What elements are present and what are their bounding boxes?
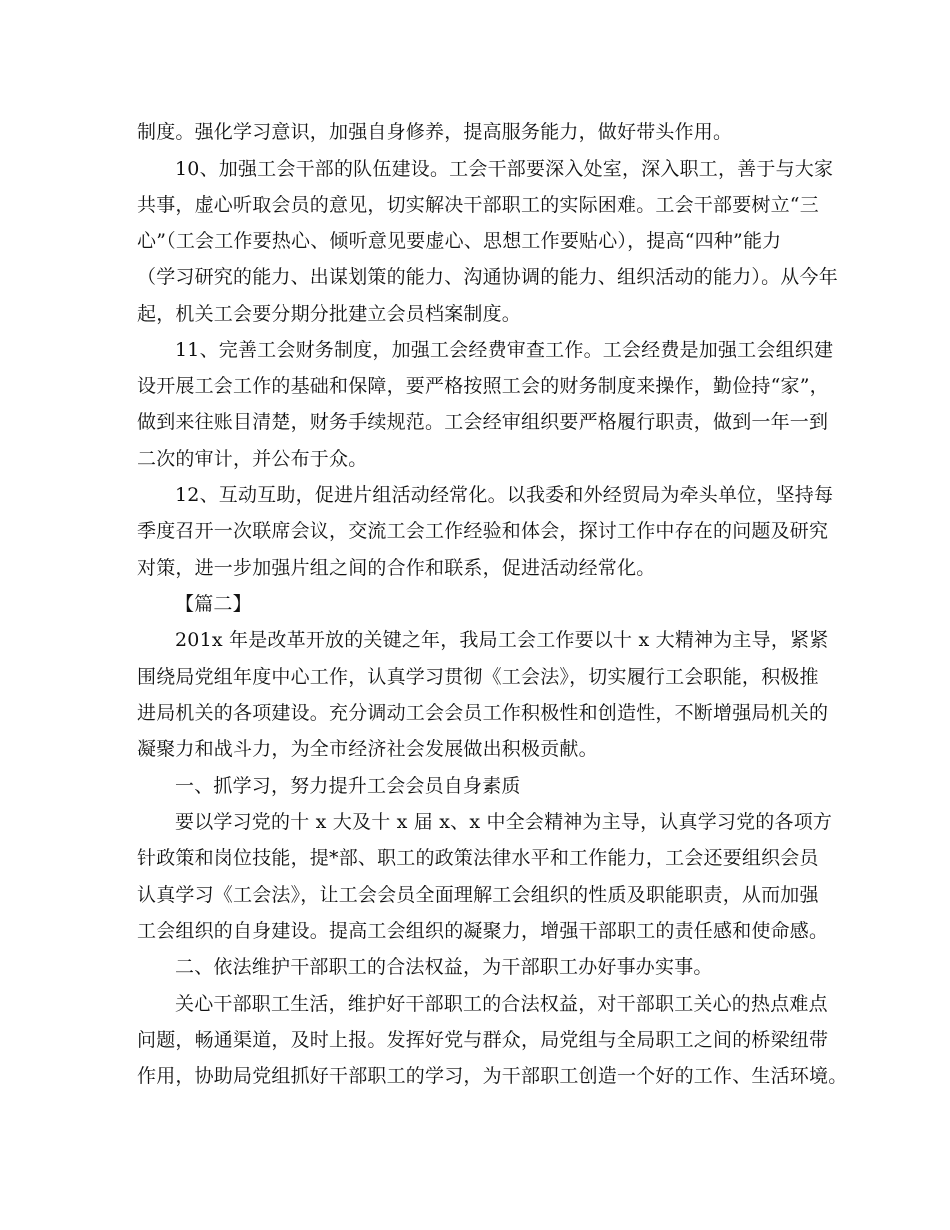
text-line: 季度召开一次联席会议，交流工会工作经验和体会，探讨工作中存在的问题及研究	[137, 520, 829, 542]
text-line: 制度。强化学习意识，加强自身修养，提高服务能力，做好带头作用。	[137, 121, 733, 143]
subsection-heading: 二、依法维护干部职工的合法权益，为干部职工办好事办实事。	[175, 956, 713, 978]
text-line: 进局机关的各项建设。充分调动工会会员工作积极性和创造性，不断增强局机关的	[137, 702, 829, 724]
text-line: 工会组织的自身建设。提高工会组织的凝聚力，增强干部职工的责任感和使命感。	[137, 920, 829, 942]
text-line: 作用，协助局党组抓好干部职工的学习，为干部职工创造一个好的工作、生活环境。	[137, 1065, 848, 1087]
section-heading: 【篇二】	[175, 593, 252, 615]
text-line: 10、加强工会干部的队伍建设。工会干部要深入处室，深入职工，善于与大家	[175, 158, 834, 180]
text-line: 设开展工会工作的基础和保障，要严格按照工会的财务制度来操作，勤俭持“家”，	[137, 375, 829, 397]
text-line: 问题，畅通渠道，及时上报。发挥好党与群众，局党组与全局职工之间的桥梁纽带	[137, 1029, 829, 1051]
text-line: 针政策和岗位技能，提*部、职工的政策法律水平和工作能力，工会还要组织会员	[137, 847, 819, 869]
text-line: （学习研究的能力、出谋划策的能力、沟通协调的能力、组织活动的能力）。从今年	[137, 266, 838, 288]
text-line: 起，机关工会要分期分批建立会员档案制度。	[137, 303, 522, 325]
text-line: 关心干部职工生活，维护好干部职工的合法权益，对干部职工关心的热点难点	[175, 993, 828, 1015]
text-line: 11、完善工会财务制度，加强工会经费审查工作。工会经费是加强工会组织建	[175, 339, 834, 361]
text-line: 凝聚力和战斗力，为全市经济社会发展做出积极贡献。	[137, 738, 598, 760]
text-line: 共事，虚心听取会员的意见，切实解决干部职工的实际困难。工会干部要树立“三	[137, 194, 819, 216]
text-line: 做到来往账目清楚，财务手续规范。工会经审组织要严格履行职责，做到一年一到	[137, 411, 829, 433]
text-line: 认真学习《工会法》，让工会会员全面理解工会组织的性质及职能职责，从而加强	[137, 884, 819, 906]
text-line: 二次的审计，并公布于众。	[137, 448, 368, 470]
text-line: 201x 年是改革开放的关键之年，我局工会工作要以十 x 大精神为主导，紧紧	[175, 629, 829, 651]
subsection-heading: 一、抓学习，努力提升工会会员自身素质	[175, 775, 521, 797]
text-line: 围绕局党组年度中心工作，认真学习贯彻《工会法》，切实履行工会职能，积极推	[137, 666, 819, 688]
text-line: 对策，进一步加强片组之间的合作和联系，促进活动经常化。	[137, 557, 656, 579]
text-line: 心”（工会工作要热心、倾听意见要虚心、思想工作要贴心），提高“四种”能力	[137, 230, 782, 252]
text-line: 12、互动互助，促进片组活动经常化。以我委和外经贸局为牵头单位，坚持每	[175, 484, 834, 506]
text-line: 要以学习党的十 x 大及十 x 届 x、x 中全会精神为主导，认真学习党的各项方	[175, 811, 833, 833]
